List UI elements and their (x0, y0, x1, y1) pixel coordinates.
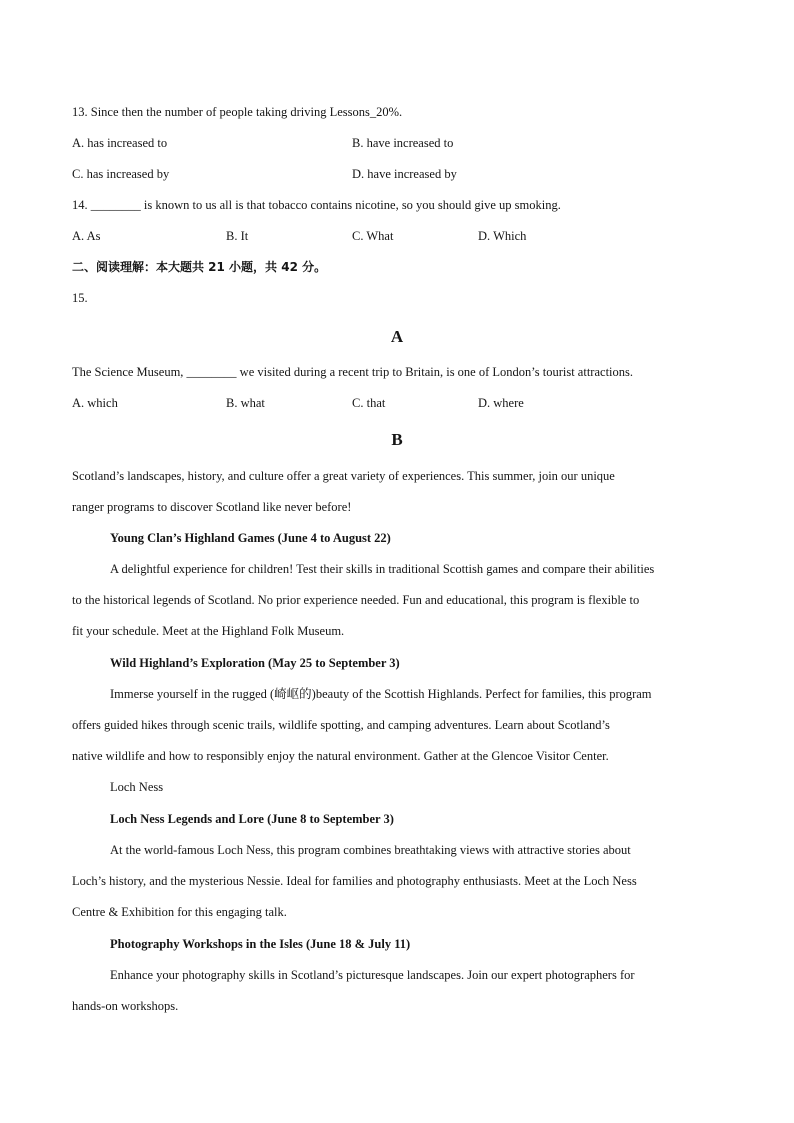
program-description-line: to the historical legends of Scotland. No prior experience needed. Fun and educational, this program is flexible to (72, 593, 640, 607)
passage-b-intro-line: ranger programs to discover Scotland like never before! (72, 500, 352, 514)
image-caption: Loch Ness (110, 780, 164, 794)
option-label: B. (226, 229, 238, 243)
option-label: A. (72, 396, 85, 410)
q13-option-b[interactable] (352, 128, 453, 159)
option-text: that (366, 396, 386, 410)
option-text: What (366, 229, 394, 243)
program-description-line: hands-on workshops. (72, 999, 179, 1013)
question-text: ________ is known to us all is that tobacco contains nicotine, so you should give up smoking. (90, 198, 561, 212)
option-text: has increased by (86, 167, 170, 181)
passage-a-stem: The Science Museum, ________ we visited during a recent trip to Britain, is one of London’s tourist attractions. (72, 365, 633, 379)
option-text: have increased by (367, 167, 457, 181)
option-label: B. (352, 136, 364, 150)
program-description-line: At the world-famous Loch Ness, this program combines breathtaking views with attractive stories about (110, 843, 631, 857)
option-text: As (86, 229, 101, 243)
question-13-stem (72, 97, 402, 128)
option-text: has increased to (87, 136, 168, 150)
program-description-line: native wildlife and how to responsibly enjoy the natural environment. Gather at the Glencoe Visitor Center. (72, 749, 609, 763)
passage-b-heading: B (391, 430, 403, 449)
option-text: which (87, 396, 118, 410)
passage-a-heading: A (390, 327, 404, 346)
option-label: A. (72, 136, 85, 150)
q14-option-b[interactable] (226, 221, 248, 252)
program-title: Young Clan’s Highland Games (June 4 to August 22) (110, 531, 391, 545)
q13-option-c[interactable] (72, 159, 169, 190)
option-label: C. (352, 396, 364, 410)
passage-a-option-c[interactable] (352, 388, 385, 419)
option-label: D. (478, 229, 491, 243)
q14-option-a[interactable] (72, 221, 101, 252)
option-text: Which (493, 229, 527, 243)
option-label: B. (226, 396, 238, 410)
program-title: Loch Ness Legends and Lore (June 8 to September 3) (110, 812, 394, 826)
question-number: 13. (72, 105, 88, 119)
passage-a-option-b[interactable] (226, 388, 265, 419)
section-heading: 二、阅读理解：本大题共 21 小题，共 42 分。 (72, 260, 327, 274)
passage-a-option-a[interactable] (72, 388, 118, 419)
option-text: It (240, 229, 249, 243)
program-description-line: Enhance your photography skills in Scotland’s picturesque landscapes. Join our expert photographers for (110, 968, 635, 982)
question-14-stem (72, 190, 561, 221)
option-label: D. (478, 396, 491, 410)
option-text: where (493, 396, 524, 410)
program-description-line: offers guided hikes through scenic trails, wildlife spotting, and camping adventures. Learn about Scotland’s (72, 718, 610, 732)
q14-option-d[interactable] (478, 221, 526, 252)
passage-a-option-d[interactable] (478, 388, 524, 419)
q13-option-d[interactable] (352, 159, 457, 190)
question-15-number: 15. (72, 291, 88, 305)
option-label: C. (72, 167, 84, 181)
question-text: Since then the number of people taking driving Lessons_20%. (90, 105, 403, 119)
question-number: 14. (72, 198, 88, 212)
program-description-line: Loch’s history, and the mysterious Nessie. Ideal for families and photography enthusiasts. Meet at the Loch Ness (72, 874, 637, 888)
program-description-line: fit your schedule. Meet at the Highland Folk Museum. (72, 624, 345, 638)
program-description-line: A delightful experience for children! Test their skills in traditional Scottish games and compare their abilities (110, 562, 655, 576)
q14-option-c[interactable] (352, 221, 393, 252)
passage-b-intro-line: Scotland’s landscapes, history, and culture offer a great variety of experiences. This summer, join our unique (72, 469, 615, 483)
program-description-line: Centre & Exhibition for this engaging talk. (72, 905, 287, 919)
option-label: A. (72, 229, 85, 243)
option-label: C. (352, 229, 364, 243)
program-description-line: Immerse yourself in the rugged (崎岖的)beauty of the Scottish Highlands. Perfect for families, this program (110, 687, 652, 701)
program-title: Wild Highland’s Exploration (May 25 to September 3) (110, 656, 400, 670)
option-text: what (240, 396, 265, 410)
option-text: have increased to (366, 136, 454, 150)
q13-option-a[interactable] (72, 128, 167, 159)
option-label: D. (352, 167, 365, 181)
program-title: Photography Workshops in the Isles (June 18 & July 11) (110, 937, 411, 951)
